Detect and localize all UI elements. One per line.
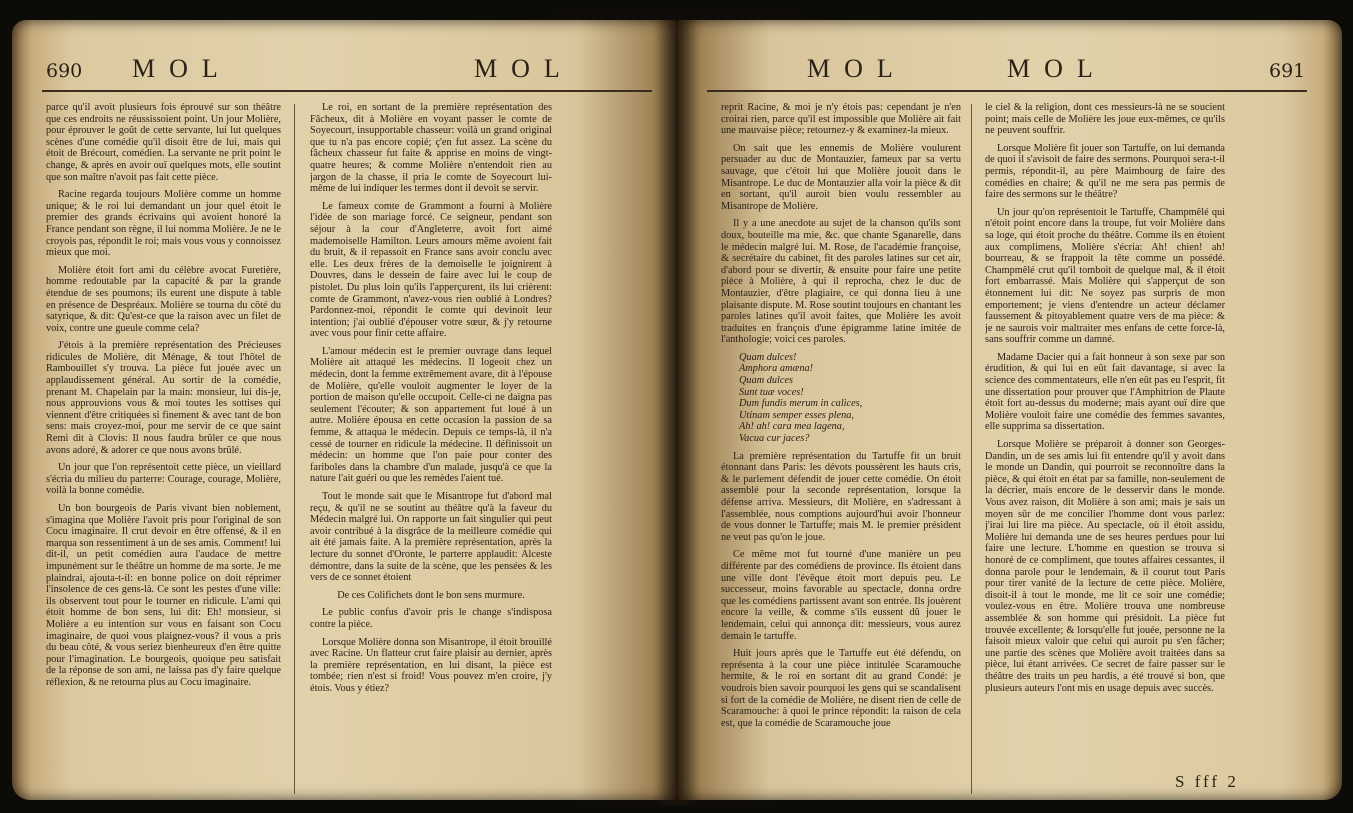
left-column-2 bbox=[310, 102, 552, 792]
left-running-head: MOL bbox=[132, 54, 232, 83]
verse-line: Vacua cur jaces? bbox=[739, 433, 810, 445]
paragraph: Ce même mot fut tourné d'une manière un peu différente par des comédiens de province. Ils étoient dans une ville dont l'évêque étoit mort depuis peu. Le successeur, moins favorable au spectacle, donna ordre que les comédiens partissent avant son entrée. Ils jouèrent encore la veille, & comme s'ils eussent dû jouer le lendemain, celui qui annonça dit: messieurs, vous aurez demain le tartuffe. bbox=[721, 549, 961, 642]
paragraph: Lorsque Molière donna son Misantrope, il étoit brouillé avec Racine. Un flatteur crut faire plaisir au dernier, après la première représentation, en lui disant, la pièce est tombée; rien n'est si froid! Vous pouvez m'en croire, j'y étois. Vous y étiez? bbox=[310, 636, 552, 694]
paragraph: reprit Racine, & moi je n'y étois pas: cependant je n'en croirai rien, parce qu'il est impossible que Molière ait fait une mauvaise pièce; retournez-y & examinez-la mieux. bbox=[721, 102, 961, 137]
paragraph: Le public confus d'avoir pris le change s'indisposa contre la pièce. bbox=[310, 607, 552, 630]
verse-line: Amphora amæna! bbox=[739, 363, 814, 375]
right-column-divider bbox=[971, 104, 972, 794]
right-column-2 bbox=[985, 102, 1225, 772]
verse-line: Quam dulces bbox=[739, 375, 794, 387]
paragraph: Lorsque Molière fit jouer son Tartuffe, on lui demanda de quoi il s'avisoit de faire des sermons. Pourquoi sera-t-il permis, répondit-il, au père Maimbourg de faire des comédies en chaire; & qu'il ne me sera pas permis de faire des sermons sur le théâtre? bbox=[985, 142, 1225, 201]
right-column-1 bbox=[721, 102, 961, 792]
left-running-head-inner: MOL bbox=[474, 54, 574, 83]
paragraph: On sait que les ennemis de Molière voulurent persuader au duc de Montauzier, fameux par sa vertu sauvage, que c'étoit lui que Molière jouoit dans le Misantrope. Le duc de Montauzier alla voir la pièce & dit en sortant, qu'il auroit bien voulu ressembler au Misantrope de Molière. bbox=[721, 142, 961, 212]
left-column-1 bbox=[46, 102, 281, 792]
verse-line: Quam dulces! bbox=[739, 351, 797, 363]
verse-line: Utinam semper esses plena, bbox=[739, 409, 854, 421]
right-page bbox=[677, 20, 1342, 800]
paragraph: L'amour médecin est le premier ouvrage dans lequel Molière ait attaqué les médecins. Il logeoit chez un médecin, dont la femme extrêmement avare, dit à l'épouse de Molière, qu'elle vouloit augmenter le loyer de la portion de maison qu'elle occupoit. Celle-ci ne daigna pas seulement l'écouter; & son appartement fut loué à un autre. Molière épousa en cette occasion la passion de sa femme, & attaqua le médecin. Depuis ce temps-là, il n'a cessé de tourner en ridicule la médecine. Il définissoit un médecin: un homme que l'on paie pour conter des fariboles dans la chambre d'un malade, jusqu'à ce que la nature l'ait guéri ou que les remèdes l'aient tué. bbox=[310, 345, 552, 485]
open-book bbox=[12, 20, 1342, 805]
paragraph: J'étois à la première représentation des Précieuses ridicules de Molière, dit Ménage, & tout l'hôtel de Rambouillet s'y trouva. La pièce fut jouée avec un applaudissement général. Au sortir de la comédie, prenant M. Chapelain par la main: monsieur, lui dis-je, nous approuvions vous & moi toutes les sottises qui viennent d'être critiquées si finement & avec tant de bon sens: mais croyez-moi, pour me servir de ce que saint Remi dit à Clovis: Il nous faudra brûler ce que nous avons adoré, & adorer ce que nous avons brûlé. bbox=[46, 340, 281, 456]
paragraph: Racine regarda toujours Molière comme un homme unique; & le roi lui demandant un jour quel étoit le premier des grands écrivains qui avoient honoré la France pendant son règne, il lui nomma Molière. Je ne le croyois pas, répondit le roi; mais vous vous y connoissez mieux que moi. bbox=[46, 189, 281, 259]
paragraph: Un jour qu'on représentoit le Tartuffe, Champmêlé qui n'étoit point encore dans la troupe, fut voir Molière dans sa loge, qui étoit proche du théâtre. Comme ils en étoient aux complimens, Molière s'écria: Ah! chien! ah! bourreau, & se frappoit la tête comme un possédé. Champmêlé crut qu'il tomboit de quelque mal, & il étoit fort embarrassé. Mais Molière qui s'apperçut de son étonnement lui dit: Ne soyez pas surpris de mon emportement; je viens d'entendre un acteur déclamer faussement & pitoyablement quatre vers de ma pièce: & je ne saurois voir maltraiter mes enfans de cette force-là, sans souffrir comme un damné. bbox=[985, 206, 1225, 346]
verse-line: Ah! ah! cara mea lagena, bbox=[739, 421, 845, 433]
signature-mark: S fff 2 bbox=[1175, 772, 1239, 791]
paragraph: parce qu'il avoit plusieurs fois éprouvé sur son théâtre que ces endroits ne réussissoient point. Un jour Molière, pour éprouver le goût de cette servante, lui lut quelques scènes d'une comédie qu'il disoit être de lui, mais qui étoit de Brécourt, comédien. La servante ne prit point le change, & après en avoir ouï quelques mots, elle soutint que son maître n'avoit pas fait cette pièce. bbox=[46, 102, 281, 183]
paragraph: Madame Dacier qui a fait honneur à son sexe par son érudition, & qui lui en eût fait davantage, si avec la science des commentateurs, elle n'en eût pas eu l'esprit, fit une dissertation pour prouver que l'Amphitrion de Plaute étoit fort au-dessus du moderne; mais ayant ouï dire que Molière vouloit faire une comédie des femmes savantes, elle supprima sa dissertation. bbox=[985, 351, 1225, 433]
paragraph: Lorsque Molière se préparoit à donner son Georges-Dandin, un de ses amis lui fit entendre qu'il y avoit dans le monde un Dandin, qui pourroit se reconnoître dans la pièce, & qui étoit en état par sa famille, non-seulement de la décrier, mais encore de le desservir dans le monde. Vous avez raison, dit Molière à son ami; mais je sais un moyen sûr de me concilier l'homme dont vous parlez: j'irai lui lire ma pièce. Au spectacle, où il étoit assidu, Molière lui demanda une de ses heures perdues pour lui faire une lecture. L'homme en question se trouva si honoré de ce compliment, que toutes affaires cessantes, il donna parole pour le lendemain, & il courut tout Paris pour tirer vanité de la lecture de cette pièce. Molière, disoit-il à tout le monde, me lit ce soir une comédie; voulez-vous en être. Molière trouva une nombreuse assemblée & son homme qui présidoit. La pièce fut trouvée excellente; & lorsqu'elle fut jouée, personne ne la faisoit mieux valoir que celui qui auroit pu s'en fâcher; une partie des scènes que Molière avoit traitées dans sa pièce, lui étant arrivées. Ce secret de faire passer sur le théâtre des traits un peu hardis, a été trouvé si bon, que plusieurs auteurs l'ont mis en usage depuis avec succès. bbox=[985, 439, 1225, 694]
right-page-number: 691 bbox=[1269, 60, 1306, 82]
paragraph: Tout le monde sait que le Misantrope fut d'abord mal reçu, & qu'il ne se soutint au théâtre qu'à la faveur du Médecin malgré lui. On rapporte un fait singulier qui peut avoir contribué à la disgrâce de la meilleure comédie qui ait été jamais faite. A la première représentation, après la lecture du sonnet d'Oronte, le parterre applaudit: Alceste démontre, dans la suite de la scène, que les pensées & les vers de ce sonnet étoient bbox=[310, 491, 552, 584]
paragraph: La première représentation du Tartuffe fit un bruit étonnant dans Paris: les dévots poussèrent les hauts cris, & le parlement défendit de jouer cette comédie. On étoit assemblé pour la seconde représentation, lorsque la défense arriva. Messieurs, dit Molière, en s'adressant à l'assemblée, nous comptions aujourd'hui avoir l'honneur de vous donner le Tartuffe; mais M. le premier président ne veut pas qu'on le joue. bbox=[721, 450, 961, 543]
quoted-verse: De ces Colifichets dont le bon sens murmure. bbox=[337, 589, 525, 601]
paragraph: Un bon bourgeois de Paris vivant bien noblement, s'imagina que Molière l'avoit pris pour l'original de son Cocu imaginaire. Il crut devoir en être offensé, & il en marqua son ressentiment à un de ses amis. Comment! lui dit-il, un petit comédien aura l'audace de mettre impunément sur le théâtre un homme de ma sorte. Je me plaindrai, ajouta-t-il: en bonne police on doit réprimer l'insolence de ces gens-là. Ce sont les pestes d'une ville: ils observent tout pour le tourner en ridicule. L'ami qui étoit homme de bon sens, lui dit: Eh! monsieur, si Molière a eu intention sur vous en faisant son Cocu imaginaire, de quoi vous plaignez-vous? il vous a pris du beau côté, & vous seriez bienheureux d'en être quitte pour l'imagination. Le bourgeois, quoique peu satisfait de la réponse de son ami, ne laissa pas d'y faire quelque réflexion, & ne retourna plus au Cocu imaginaire. bbox=[46, 503, 281, 688]
left-header-rule bbox=[42, 90, 652, 92]
paragraph: Il y a une anecdote au sujet de la chanson qu'ils sont doux, bouteille ma mie, &c. que chante Sganarelle, dans le médecin malgré lui. M. Rose, de l'académie françoise, & secrétaire du cabinet, fit des paroles latines sur cet air, d'abord pour se divertir, & ensuite pour faire une petite pièce à Molière, à qui il reprocha, chez le duc de Montauzier, d'être plagiaire, ce qui donna lieu à une plaisante dispute. M. Rose soutint toujours en chantant les paroles latines qu'il avoit faites, que Molière les avoit traduites en françois d'une épigramme latine imitée de l'anthologie; voici ces paroles. bbox=[721, 218, 961, 346]
verse-line: Sunt tuæ voces! bbox=[739, 386, 804, 398]
paragraph: Huit jours après que le Tartuffe eut été défendu, on représenta à la cour une pièce intitulée Scaramouche hermite, & le roi en sortant dit au grand Condé: je voudrois bien savoir pourquoi les gens qui se scandalisent si fort de la comédie de Molière, ne disent rien de celle de Scaramouche: à quoi le prince répondit: la raison de cela est, que la comédie de Scaramouche joue bbox=[721, 648, 961, 729]
right-header-rule bbox=[707, 90, 1307, 92]
paragraph: Le roi, en sortant de la première représentation des Fâcheux, dit à Molière en voyant passer le comte de Soyecourt, insupportable chasseur: voilà un grand original que tu n'a pas encore copié; ç'en fut assez. La scène du fâcheux chasseur fut faite & apprise en moins de vingt-quatre heures; & comme Molière n'entendoit rien au jargon de la chasse, il pria le comte de Soyecourt lui-même de lui indiquer les termes dont il devoit se servir. bbox=[310, 102, 552, 195]
left-page-number: 690 bbox=[46, 60, 83, 82]
verse-line: Dum fundis merum in calices, bbox=[739, 398, 863, 410]
left-column-divider bbox=[294, 104, 295, 794]
paragraph: le ciel & la religion, dont ces messieurs-là ne se soucient point; mais celle de Molière les joue eux-mêmes, ce qu'ils ne peuvent souffrir. bbox=[985, 102, 1225, 137]
paragraph: Un jour que l'on représentoit cette pièce, un vieillard s'écria du milieu du parterre: Courage, courage, Molière, voilà la bonne comédie. bbox=[46, 462, 281, 497]
paragraph: Molière étoit fort ami du célèbre avocat Furetière, homme redoutable par la capacité & par la grande étendue de ses poumons; ils eurent une dispute à table en présence de Despréaux. Molière se tourna du côté du satyrique, & dit: Qu'est-ce que la raison avec un filet de voix, contre une gueule comme cela? bbox=[46, 264, 281, 334]
left-page bbox=[12, 20, 677, 800]
paragraph: Le fameux comte de Grammont a fourni à Molière l'idée de son mariage forcé. Ce seigneur, pendant son séjour à la cour d'Angleterre, avoit fort aimé mademoiselle Hamilton. Leurs amours même avoient fait du bruit, & il repassoit en France sans avoir conclu avec elle. Les deux frères de la demoiselle le joignirent à Douvres, dans le dessein de faire avec lui le coup de pistolet. Du plus loin qu'ils l'apperçurent, ils lui crièrent: comte de Grammont, n'avez-vous rien oublié à Londres? Pardonnez-moi, répondit le comte qui devinoit leur intention; j'ai oublié d'épouser votre sœur, & j'y retourne avec vous pour finir cette affaire. bbox=[310, 200, 552, 340]
right-running-head-inner: MOL bbox=[807, 54, 907, 83]
right-running-head: MOL bbox=[1007, 54, 1107, 83]
